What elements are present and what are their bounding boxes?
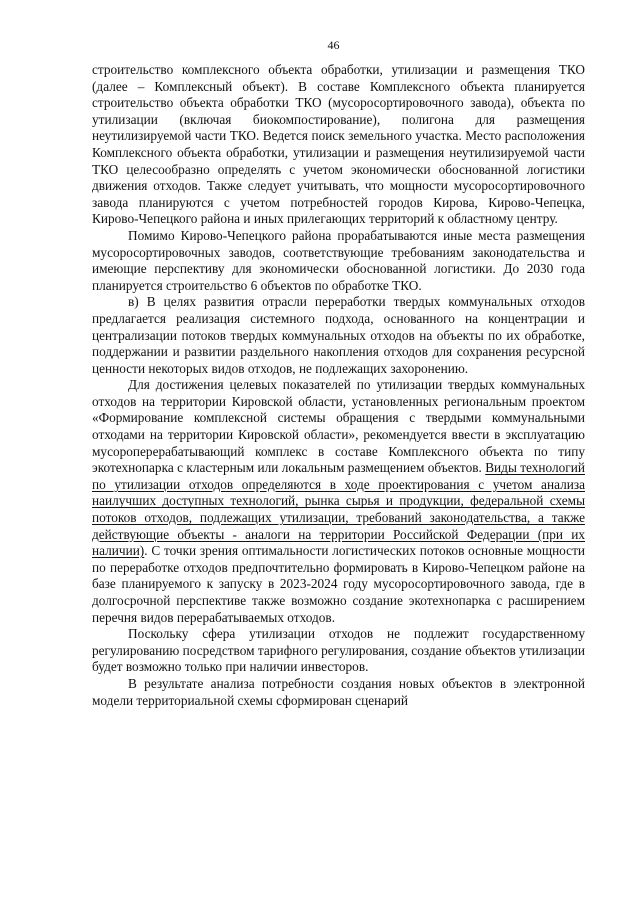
paragraph-1: строительство комплексного объекта обработки, утилизации и размещения ТКО (далее – Комплексный объект). В составе Комплексного объекта планируется строительство объекта обработки ТКО (мусоросортировочного завода), объекта по утилизации (включая биокомпостирование), полигона для размещения неутилизируемой части ТКО. Ведется поиск земельного участка. Место расположения Комплексного объекта обработки, утилизации и размещения неутилизируемой части ТКО целесообразно определять с учетом экономически обоснованной логистики движения отходов. Также следует учитывать, что мощности мусоросортировочного завода планируются с учетом потребностей городов Кирова, Кирово-Чепецка, Кирово-Чепецкого района и иных прилегающих территорий к областному центру.: [92, 62, 585, 227]
paragraph-4-underlined-text: Виды технологий по утилизации отходов определяются в ходе проектирования с учетом анализа наилучших доступных технологий, рынка сырья и продукции, федеральной схемы потоков отходов, подлежащих утилизации, требований законодательства, а также действующие объекты - аналоги на территории Российской Федерации (при их наличии): [92, 460, 585, 559]
paragraph-4-text-before: Для достижения целевых показателей по утилизации твердых коммунальных отходов на территории Кировской области, установленных региональным проектом «Формирование комплексной системы обращения с твердыми коммунальными отходами на территории Кировской области», рекомендуется ввести в эксплуатацию мусороперерабатывающий комплекс в составе Комплексного объекта по типу экотехнопарка с кластерным или локальным размещением объектов.: [92, 377, 585, 476]
paragraph-2: Помимо Кирово-Чепецкого района прорабатываются иные места размещения мусоросортировочных заводов, соответствующие требованиям законодательства и имеющие перспективу для экономически обоснованной логистики. До 2030 года планируется строительство 6 объектов по обработке ТКО.: [92, 227, 585, 293]
paragraph-4-text-after: . С точки зрения оптимальности логистических потоков основные мощности по переработке отходов предпочтительно формировать в Кирово-Чепецком районе на базе планируемого к запуску в 2023-2024 году мусоросортировочного завода, где в долгосрочной перспективе также возможно создание экотехнопарка с расширением перечня видов перерабатываемых отходов.: [92, 543, 585, 625]
paragraph-4: [92, 377, 585, 626]
paragraph-5: Поскольку сфера утилизации отходов не подлежит государственному регулированию посредством тарифного регулирования, создание объектов утилизации будет возможно только при наличии инвесторов.: [92, 626, 585, 675]
paragraph-3: в) В целях развития отрасли переработки твердых коммунальных отходов предлагается реализация системного подхода, основанного на концентрации и централизации потоков твердых коммунальных отходов на объекты по их обработке, поддержании и развитии раздельного накопления отходов для сохранения ресурсной ценности некоторых видов отходов, не подлежащих захоронению.: [92, 294, 585, 376]
page-number: 46: [327, 38, 340, 52]
paragraph-6: В результате анализа потребности создания новых объектов в электронной модели территориальной схемы сформирован сценарий: [92, 675, 585, 708]
